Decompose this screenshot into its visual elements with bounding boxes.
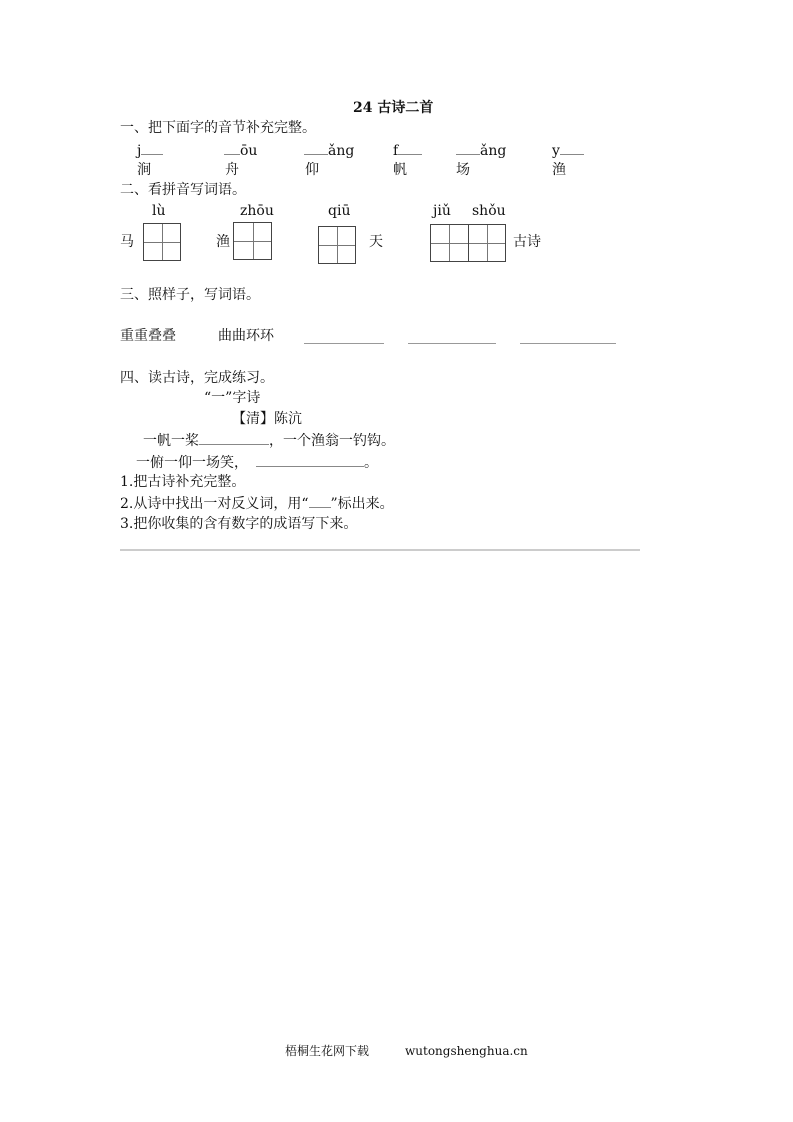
writing-grid-box[interactable] bbox=[143, 223, 181, 261]
answer-blank[interactable] bbox=[304, 142, 328, 155]
pinyin-item-1 bbox=[137, 142, 163, 159]
example-word-1: 重重叠叠 bbox=[120, 328, 176, 344]
question-text: 2.从诗中找出一对反义词，用“ bbox=[120, 496, 309, 512]
pinyin-text: f bbox=[393, 143, 399, 159]
answer-line[interactable] bbox=[520, 343, 616, 344]
poem-line-2 bbox=[136, 454, 378, 471]
answer-blank[interactable] bbox=[224, 142, 240, 155]
writing-grid-double-box[interactable] bbox=[430, 224, 506, 262]
poem-text: 。 bbox=[364, 455, 378, 471]
pinyin-qiu: qiū bbox=[328, 203, 351, 219]
poem-line-1 bbox=[143, 432, 395, 449]
word-char-yu: 渔 bbox=[216, 234, 230, 250]
pinyin-jiu: jiǔ bbox=[433, 203, 451, 219]
char-6: 渔 bbox=[552, 162, 566, 178]
page-title: 24 古诗二首 bbox=[353, 100, 434, 116]
pinyin-item-2 bbox=[224, 142, 257, 159]
char-1: 涧 bbox=[137, 162, 151, 178]
answer-blank[interactable] bbox=[199, 432, 269, 445]
answer-blank[interactable] bbox=[560, 142, 584, 155]
section3-heading: 三、照样子，写词语。 bbox=[120, 287, 260, 303]
char-4: 帆 bbox=[393, 162, 407, 178]
question-1: 1.把古诗补充完整。 bbox=[120, 474, 246, 490]
pinyin-item-4 bbox=[393, 142, 422, 159]
word-char-gushi: 古诗 bbox=[513, 234, 541, 250]
question-2 bbox=[120, 495, 394, 512]
poem-text: 一帆一桨 bbox=[143, 433, 199, 449]
char-2: 舟 bbox=[225, 162, 239, 178]
poem-author: 【清】陈沆 bbox=[232, 411, 302, 427]
footer-site-name: 梧桐生花网下载 bbox=[285, 1044, 370, 1058]
pinyin-shou: shǒu bbox=[472, 203, 506, 219]
pinyin-zhou: zhōu bbox=[240, 203, 274, 219]
pinyin-item-5 bbox=[456, 142, 506, 159]
writing-grid-box[interactable] bbox=[233, 222, 272, 260]
writing-grid-box[interactable] bbox=[318, 226, 356, 264]
answer-blank[interactable] bbox=[456, 142, 480, 155]
answer-line[interactable] bbox=[304, 343, 384, 344]
section4-heading: 四、读古诗，完成练习。 bbox=[120, 370, 274, 386]
answer-blank[interactable] bbox=[398, 142, 422, 155]
underline-sample bbox=[309, 495, 331, 508]
pinyin-item-3 bbox=[304, 142, 354, 159]
char-3: 仰 bbox=[305, 162, 319, 178]
footer-url[interactable]: wutongshenghua.cn bbox=[405, 1044, 528, 1058]
pinyin-text: j bbox=[137, 143, 142, 159]
question-3: 3.把你收集的含有数字的成语写下来。 bbox=[120, 516, 358, 532]
pinyin-text: ǎng bbox=[480, 143, 507, 159]
char-5: 场 bbox=[456, 162, 470, 178]
pinyin-text: y bbox=[552, 143, 560, 159]
poem-title: “一”字诗 bbox=[204, 390, 261, 406]
pinyin-text: ǎng bbox=[328, 143, 355, 159]
answer-blank[interactable] bbox=[141, 142, 163, 155]
section1-heading: 一、把下面字的音节补充完整。 bbox=[120, 120, 316, 136]
word-char-tian: 天 bbox=[369, 234, 383, 250]
answer-line-divider[interactable] bbox=[120, 549, 640, 551]
word-char-ma: 马 bbox=[120, 234, 134, 250]
pinyin-text: ōu bbox=[240, 143, 258, 159]
answer-blank[interactable] bbox=[256, 454, 364, 467]
poem-text: ，一个渔翁一钓钩。 bbox=[269, 433, 395, 449]
section2-heading: 二、看拼音写词语。 bbox=[120, 182, 246, 198]
question-text: ”标出来。 bbox=[330, 496, 394, 512]
example-word-2: 曲曲环环 bbox=[218, 328, 274, 344]
poem-text: 一俯一仰一场笑， bbox=[136, 455, 248, 471]
answer-line[interactable] bbox=[408, 343, 496, 344]
pinyin-lu: lù bbox=[152, 203, 166, 219]
pinyin-item-6 bbox=[552, 142, 584, 159]
